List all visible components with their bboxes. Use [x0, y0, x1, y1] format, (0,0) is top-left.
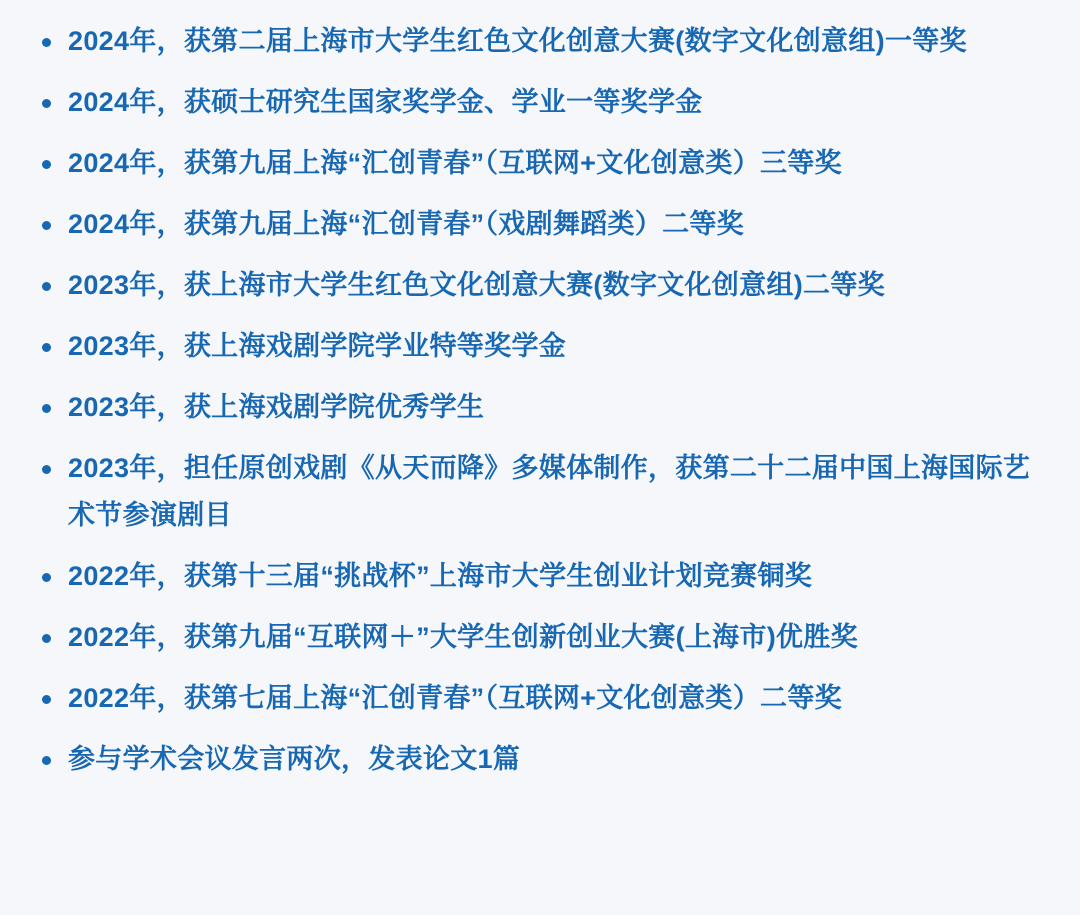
list-item: 2022年，获第七届上海“汇创青春”（互联网+文化创意类）二等奖	[26, 675, 1054, 722]
list-item: 参与学术会议发言两次，发表论文1篇	[26, 736, 1054, 783]
list-item: 2023年，获上海戏剧学院优秀学生	[26, 384, 1054, 431]
list-item: 2022年，获第十三届“挑战杯”上海市大学生创业计划竞赛铜奖	[26, 553, 1054, 600]
list-item: 2024年，获硕士研究生国家奖学金、学业一等奖学金	[26, 79, 1054, 126]
awards-list	[26, 18, 1054, 783]
list-item: 2024年，获第二届上海市大学生红色文化创意大赛(数字文化创意组)一等奖	[26, 18, 1054, 65]
list-item: 2024年，获第九届上海“汇创青春”（互联网+文化创意类）三等奖	[26, 140, 1054, 187]
list-item: 2022年，获第九届“互联网＋”大学生创新创业大赛(上海市)优胜奖	[26, 614, 1054, 661]
list-item: 2023年，担任原创戏剧《从天而降》多媒体制作，获第二十二届中国上海国际艺术节参演剧目	[26, 445, 1054, 539]
list-item: 2023年，获上海市大学生红色文化创意大赛(数字文化创意组)二等奖	[26, 262, 1054, 309]
list-item: 2024年，获第九届上海“汇创青春”（戏剧舞蹈类）二等奖	[26, 201, 1054, 248]
list-item: 2023年，获上海戏剧学院学业特等奖学金	[26, 323, 1054, 370]
